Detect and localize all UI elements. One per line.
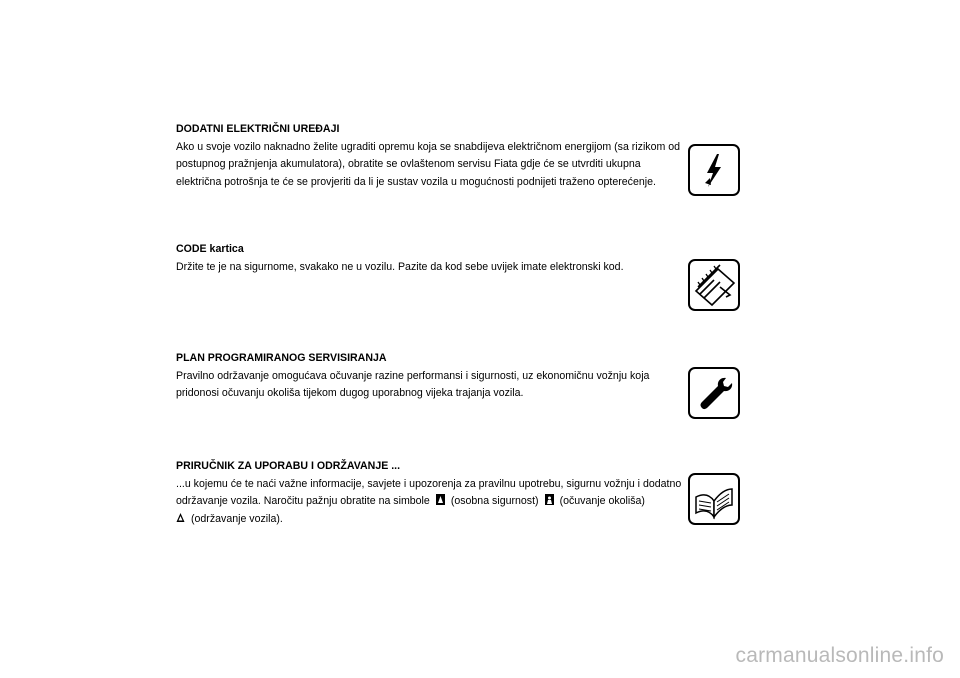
manual-text-intro: ...u kojemu će te naći važne informacije, savjete i upozorenja za pravilnu upotrebu, sigurnu vožnju i dodatno održavanje vozila. Naročitu pažnju obratite na simbole: [176, 477, 682, 507]
section-body: Držite te je na sigurnome, svakako ne u vozilu. Pazite da kod sebe uvijek imate elektronski kod.: [176, 260, 624, 273]
code-card-icon: [688, 259, 740, 311]
manual-text-environment: (očuvanje okoliša): [559, 495, 645, 507]
section-service-plan: [176, 350, 686, 403]
manual-text-maintenance: (održavanje vozila).: [191, 512, 283, 525]
section-electrical: [176, 121, 686, 191]
watermark: carmanualsonline.info: [735, 644, 944, 667]
section-body: Pravilno održavanje omogućava očuvanje razine performansi i sigurnosti, uz ekonomičnu vožnju koja pridonosi očuvanju okoliša tijekom dugog uporabnog vijeka trajanja vozila.: [176, 369, 650, 399]
lightning-icon: [688, 144, 740, 196]
vehicle-maintenance-icon: [176, 512, 185, 523]
section-heading: CODE kartica: [176, 243, 244, 255]
section-code-card: [176, 241, 686, 276]
wrench-icon: [688, 367, 740, 419]
section-manual: [176, 458, 686, 528]
section-heading: PLAN PROGRAMIRANOG SERVISIRANJA: [176, 352, 387, 364]
environment-icon: [545, 494, 554, 505]
section-body: [176, 476, 686, 529]
personal-safety-icon: [436, 494, 445, 505]
manual-text-safety: (osobna sigurnost): [450, 495, 539, 507]
section-heading: DODATNI ELEKTRIČNI UREĐAJI: [176, 123, 340, 135]
section-body: Ako u svoje vozilo naknadno želite ugraditi opremu koja se snabdijeva električnom energijom (sa rizikom od postupnog pražnjenja akumulatora), obratite se ovlaštenom servisu Fiata gdje će se utvrditi ukupna električna potrošnja te će se provjeriti da li je sustav vozila u mogućnosti podnijeti traženo opterećenje.: [176, 140, 681, 188]
open-book-icon: [688, 473, 740, 525]
section-heading: PRIRUČNIK ZA UPORABU I ODRŽAVANJE ...: [176, 460, 401, 472]
